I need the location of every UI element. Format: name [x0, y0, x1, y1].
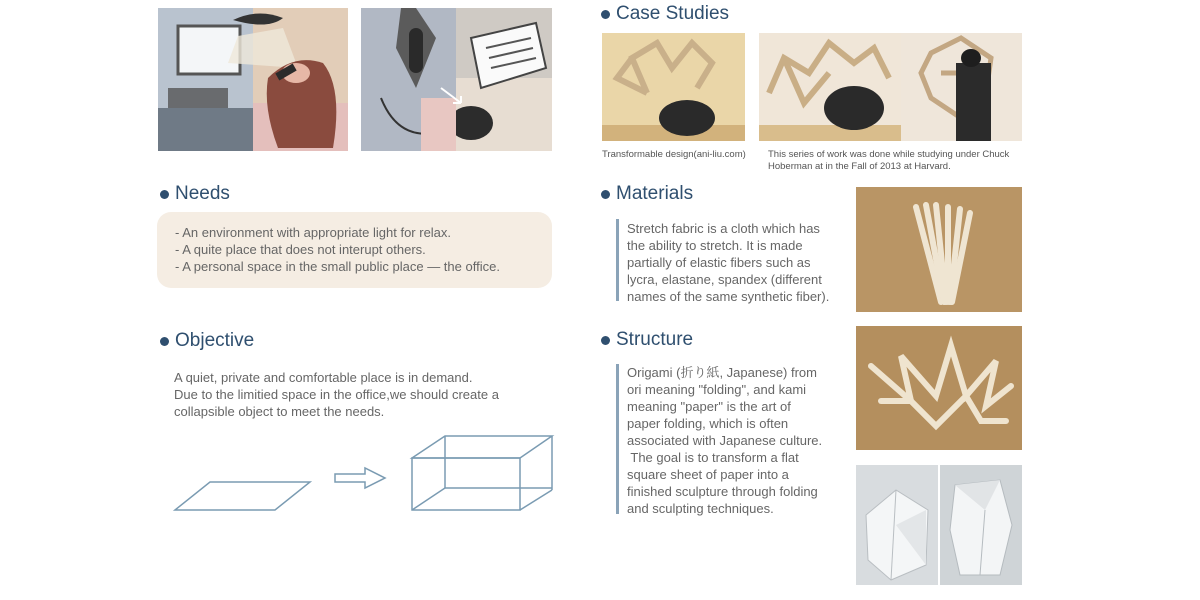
bullet-dot-icon — [601, 190, 610, 199]
materials-photo — [856, 187, 1022, 312]
needs-item: - A personal space in the small public place — the office. — [175, 259, 500, 274]
flat-to-box-diagram — [170, 430, 560, 520]
materials-accent-bar — [616, 219, 619, 301]
bullet-dot-icon — [601, 336, 610, 345]
office-illustration-left — [158, 8, 348, 151]
case-studies-heading: Case Studies — [601, 3, 729, 25]
structure-paper-photo-1 — [856, 465, 938, 585]
structure-paper-photo-2 — [940, 465, 1022, 585]
structure-accent-bar — [616, 364, 619, 514]
materials-heading: Materials — [601, 183, 693, 205]
office-illustration-right — [361, 8, 552, 151]
needs-box — [157, 212, 552, 288]
needs-item: - An environment with appropriate light for relax. — [175, 225, 452, 240]
materials-text: Stretch fabric is a cloth which has the ability to stretch. It is made partially of elastic fibers such as lycra, elastane, spandex (different names of the same synthetic fiber). — [627, 221, 830, 304]
case-study-photo-1 — [602, 33, 745, 141]
case-study-caption-left: Transformable design(ani-liu.com) — [602, 149, 746, 160]
needs-heading: Needs — [160, 183, 230, 205]
flat-sheet-shape — [175, 482, 310, 510]
objective-heading: Objective — [160, 330, 254, 352]
needs-item: - A quite place that does not interupt others. — [175, 242, 426, 257]
bullet-dot-icon — [601, 10, 610, 19]
bullet-dot-icon — [160, 337, 169, 346]
structure-stick-photo — [856, 326, 1022, 450]
case-study-photo-3 — [901, 33, 1022, 141]
objective-text: A quiet, private and comfortable place is in demand. Due to the limitied space in the office,we should create a collapsible object to meet the needs. — [174, 370, 499, 419]
bullet-dot-icon — [160, 190, 169, 199]
arrow-right-icon — [335, 468, 385, 488]
structure-text: Origami (折り紙, Japanese) from ori meaning "folding", and kami meaning "paper" is the art of paper folding, which is often associated with Japanese culture. The goal is to transform a flat square sheet of paper into a finished sculpture through folding and sculpting techniques. — [627, 365, 823, 516]
case-study-caption-right: This series of work was done while studying under Chuck Hoberman at in the Fall of 2013 at Harvard. — [768, 149, 1010, 172]
structure-heading: Structure — [601, 329, 693, 351]
case-study-photo-2 — [759, 33, 901, 141]
box-shape — [412, 436, 552, 510]
